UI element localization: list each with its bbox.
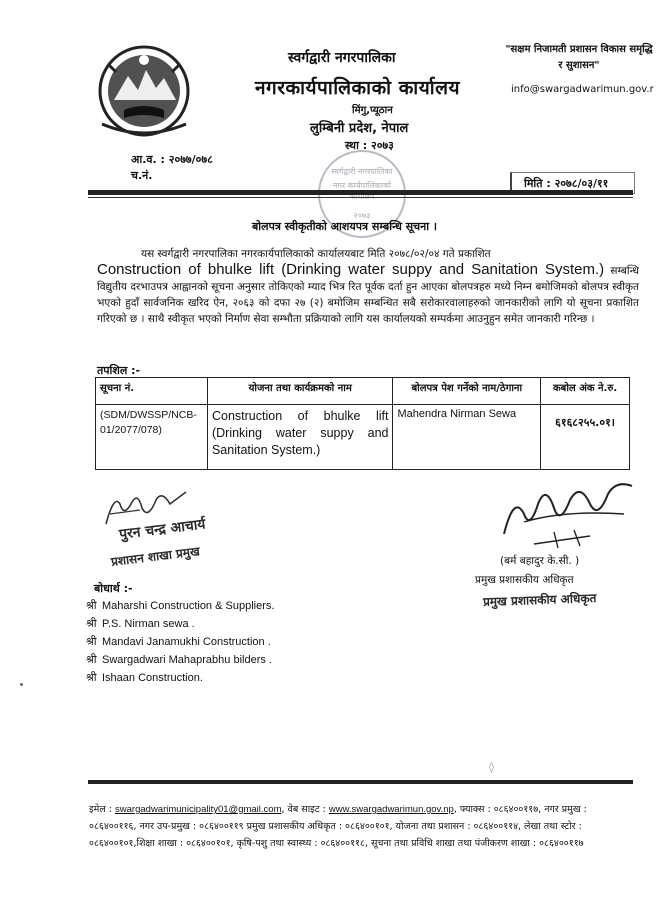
footer-email-label: इमेल : bbox=[89, 804, 116, 815]
header-email: info@swargadwarimun.gov.r bbox=[511, 84, 654, 95]
body-intro: यस स्वर्गद्वारी नगरपालिका नगरकार्यपालिकाको कार्यालयबाट मिति २०७८/०२/०४ गते प्रकाशित bbox=[141, 248, 491, 260]
list-item bbox=[86, 597, 274, 615]
district-name: मिंगु,प्यूठान bbox=[352, 105, 393, 116]
cell-amount: ६१६८२५५.०१। bbox=[541, 405, 630, 470]
col-project: योजना तथा कार्यक्रमको नाम bbox=[207, 378, 393, 405]
cell-notice-no: (SDM/DWSSP/NCB-01/2077/078) bbox=[96, 405, 208, 470]
fiscal-year: आ.व. : २०७७/०७८ bbox=[131, 153, 213, 166]
cc-label: बोधार्थ :- bbox=[94, 582, 133, 595]
cell-project: Construction of bhulke lift (Drinking water suppy and Sanitation System.) bbox=[207, 405, 393, 470]
scan-mark: ◊ bbox=[489, 762, 494, 773]
right-signatory-name: (बर्म बहादुर के.सी. ) bbox=[500, 555, 580, 567]
footer-contacts bbox=[89, 801, 637, 852]
letter-date: मिति : २०७८/०३/११ bbox=[524, 177, 609, 190]
table-row bbox=[96, 405, 630, 470]
office-name: नगरकार्यपालिकाको कार्यालय bbox=[255, 77, 461, 99]
established-year: स्था : २०७३ bbox=[345, 139, 394, 152]
col-amount: कबोल अंक ने.रु. bbox=[541, 378, 630, 405]
nepal-emblem-icon bbox=[94, 44, 194, 138]
body-details: सम्बन्धि विद्युतीय दरभाउपत्र आह्वानको सूचना अनुसार तोकिएको म्याद भित्र रित पूर्वक दर्ता हुन आएका बोलपत्रहरु मध्ये निम्न बमोजिमको बोलपत्र स्वीकृत भएको हुदाँ सार्वजनिक खरिद ऐन, २०६३ को दफा २७ (२) बमोजिम सम्बन्धित सबै सरोकारवालाहरुको जानकारीको लागि यो सूचना प्रकाशित गरिएको छ । साथै स्वीकृत भएको निर्माण सेवा सम्भौता प्रक्रियाको लागि यस कार्यालयको सम्पर्कमा आउनुहुन समेत जानकारी गरिन्छ । bbox=[97, 265, 640, 325]
list-item bbox=[86, 633, 274, 651]
cc-list bbox=[86, 597, 274, 687]
footer-phone-numbers: , फ्याक्स : ०८६४००११७, नगर प्रमुख : ०८६४००११६, नगर उप-प्रमुख : ०८६४००११९ प्रमुख प्रशासकीय अधिकृत : ०८६४००१०१, योजना तथा प्रशासन : ०८६४००११४, लेखा तथा स्टोर : ०८६४००१०१,शिक्षा शाखा : ०८६४००१०१, कृषि-पशु तथा स्वास्थ्य : ०८६४००११८, सूचना तथा प्रविधि शाखा तथा पंजीकरण शाखा : ०८६४००११७ bbox=[89, 804, 587, 849]
cc-prefix: श्री bbox=[86, 671, 97, 684]
footer-divider bbox=[88, 780, 633, 784]
cc-prefix: श्री bbox=[86, 617, 97, 630]
left-signatory-title: प्रशासन शाखा प्रमुख bbox=[110, 544, 201, 569]
cc-prefix: श्री bbox=[86, 653, 97, 666]
seal-line-1: स्वर्गद्वारी नगरपालिका bbox=[331, 167, 393, 176]
list-item bbox=[86, 615, 274, 633]
award-table bbox=[95, 377, 630, 470]
table-header-row bbox=[96, 378, 630, 405]
cc-prefix: श्री bbox=[86, 635, 97, 648]
cc-recipient: Swargadwari Mahaprabhu bilders . bbox=[102, 654, 272, 666]
cc-recipient: Maharshi Construction & Suppliers. bbox=[102, 600, 275, 612]
seal-year: २०७३ bbox=[353, 211, 371, 220]
list-item bbox=[86, 651, 274, 669]
right-signature-icon bbox=[494, 474, 642, 554]
cc-prefix: श्री bbox=[86, 599, 97, 612]
col-bidder: बोलपत्र पेश गर्नेको नाम/ठेगाना bbox=[393, 378, 541, 405]
footer-web-label: , वेब साइट : bbox=[281, 804, 329, 815]
header-divider-thin bbox=[88, 197, 633, 198]
dispatch-number: च.नं. bbox=[131, 169, 153, 182]
cc-recipient: Mandavi Janamukhi Construction . bbox=[102, 636, 271, 648]
body-project-name: Construction of bhulke lift (Drinking water suppy and Sanitation System.) bbox=[97, 261, 605, 278]
seal-line-2: नगर कार्यपालिकाको bbox=[332, 181, 392, 190]
cc-recipient: P.S. Nirman sewa . bbox=[102, 618, 195, 630]
slogan: "सक्षम निजामती प्रशासन विकास समृद्धि र सुशासन" bbox=[505, 44, 653, 71]
left-signatory-name: पुरन चन्द्र आचार्य bbox=[118, 516, 207, 543]
cell-bidder: Mahendra Nirman Sewa bbox=[393, 405, 541, 470]
municipality-name: स्वर्गद्वारी नगरपालिका bbox=[288, 50, 396, 66]
cc-recipient: Ishaan Construction. bbox=[102, 672, 203, 684]
scan-speck bbox=[20, 683, 23, 686]
col-notice-no: सूचना नं. bbox=[96, 378, 208, 405]
footer-email-link[interactable]: swargadwarimunicipality01@gmail.com bbox=[115, 804, 282, 815]
subject-line: बोलपत्र स्वीकृतीको आशयपत्र सम्बन्धि सूचना । bbox=[252, 220, 438, 233]
header-divider bbox=[88, 190, 633, 195]
footer-website-link[interactable]: www.swargadwarimun.gov.np bbox=[328, 804, 454, 815]
right-signatory-title: प्रमुख प्रशासकीय अधिकृत bbox=[475, 574, 574, 586]
list-item bbox=[86, 669, 274, 687]
notice-body bbox=[97, 246, 639, 327]
right-signatory-stamp: प्रमुख प्रशासकीय अधिकृत bbox=[482, 591, 597, 609]
province-name: लुम्बिनी प्रदेश, नेपाल bbox=[310, 121, 409, 136]
details-label: तपशिल :- bbox=[97, 364, 141, 377]
